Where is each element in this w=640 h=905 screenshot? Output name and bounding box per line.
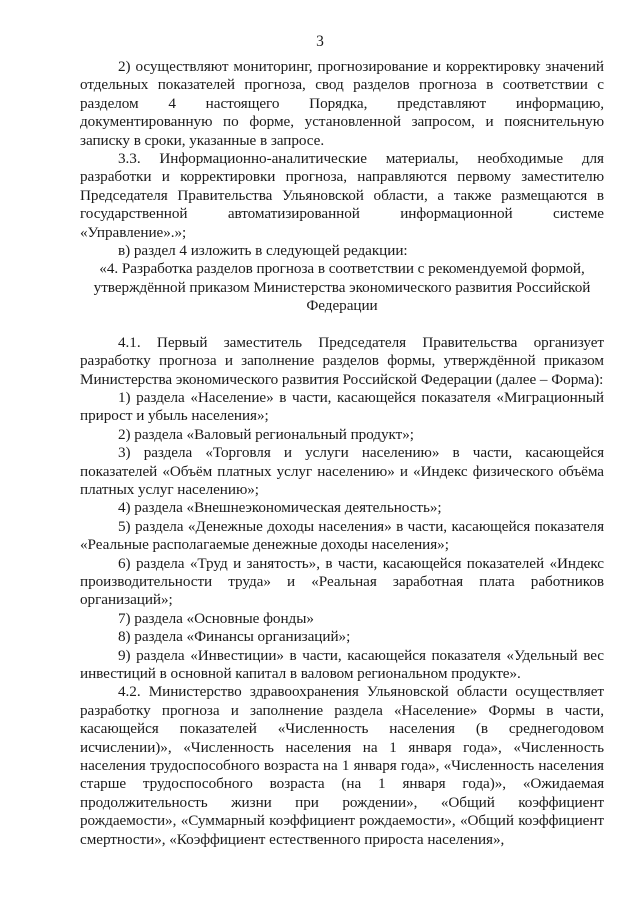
paragraph: в) раздел 4 изложить в следующей редакции: bbox=[118, 242, 408, 260]
document-body bbox=[80, 58, 604, 849]
list-item: 4) раздела «Внешнеэкономическая деятельность»; bbox=[118, 499, 442, 517]
list-item: 1) раздела «Население» в части, касающейся показателя «Миграционный прирост и убыль населения»; bbox=[80, 388, 604, 425]
page-number: 3 bbox=[316, 33, 324, 50]
list-item: 3) раздела «Торговля и услуги населению» в части, касающейся показателей «Объём платных услуг населению» и «Индекс физического объёма платных услуг населению»; bbox=[80, 444, 604, 498]
spacer bbox=[80, 316, 604, 334]
paragraph: 4.2. Министерство здравоохранения Ульяновской области осуществляет разработку прогноза и заполнение раздела «Население» Формы в части, касающейся показателей «Численность населения (в среднегодовом исчислении)», «Численность населения на 1 января года», «Численность населения трудоспособного возраста на 1 января года», «Численность населения старше трудоспособного возраста (на 1 января года)», «Ожидаемая продолжительность жизни при рождении», «Общий коэффициент рождаемости», «Суммарный коэффициент рождаемости», «Общий коэффициент смертности», «Коэффициент естественного прироста населения», bbox=[80, 683, 604, 848]
section-heading: «4. Разработка разделов прогноза в соответствии с рекомендуемой формой, утверждённой приказом Министерства экономического развития Российской Федерации bbox=[93, 260, 591, 315]
list-item: 9) раздела «Инвестиции» в части, касающейся показателя «Удельный вес инвестиций в основной капитал в валовом региональном продукте». bbox=[80, 646, 604, 682]
paragraph: 3.3. Информационно-аналитические материалы, необходимые для разработки и корректировки прогноза, направляются первому заместителю Председателя Правительства Ульяновской области, а также размещаются в государственной автоматизированной информационной системе «Управление».»; bbox=[80, 150, 604, 241]
list-item: 6) раздела «Труд и занятость», в части, касающейся показателей «Индекс производительности труда» и «Реальная заработная плата работников организаций»; bbox=[80, 554, 604, 609]
list-item: 8) раздела «Финансы организаций»; bbox=[118, 628, 351, 646]
list-item: 2) раздела «Валовый региональный продукт»; bbox=[118, 425, 414, 443]
list-item: 7) раздела «Основные фонды» bbox=[118, 609, 314, 627]
paragraph: 4.1. Первый заместитель Председателя Правительства организует разработку прогноза и заполнение разделов формы, утверждённой приказом Министерства экономического развития Российской Федерации (далее – Форма): bbox=[80, 333, 604, 388]
list-item: 5) раздела «Денежные доходы населения» в части, касающейся показателя «Реальные располагаемые денежные доходы населения»; bbox=[80, 517, 604, 554]
paragraph: 2) осуществляют мониторинг, прогнозирование и корректировку значений отдельных показателей прогноза, свод разделов прогноза в соответствии с разделом 4 настоящего Порядка, представляют информацию, документированную по форме, установленной запросом, и пояснительную записку в сроки, указанные в запросе. bbox=[80, 58, 604, 149]
